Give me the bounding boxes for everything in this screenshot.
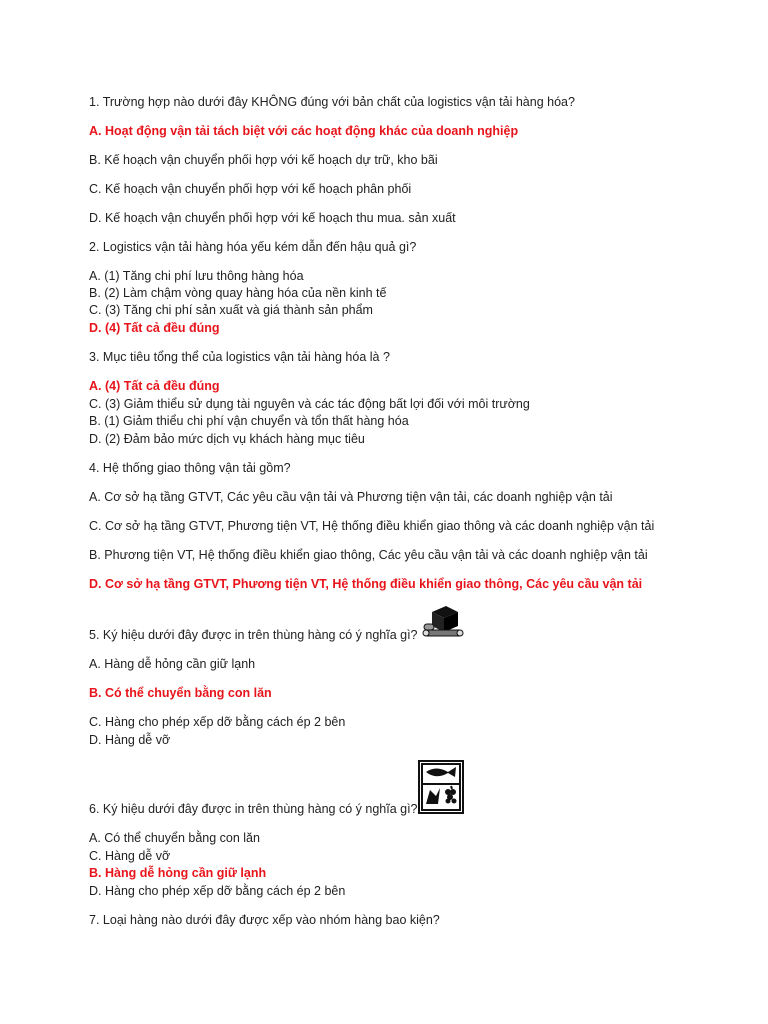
question-3 [89, 349, 390, 365]
question-text: Hệ thống giao thông vận tải gồm? [102, 461, 291, 475]
question-5 [89, 627, 418, 643]
answer-4d: D. Cơ sở hạ tầng GTVT, Phương tiện VT, Hệ thống điều khiển giao thông, Các yêu cầu vận tải [89, 577, 643, 591]
question-text: Trường hợp nào dưới đây KHÔNG đúng với bản chất của logistics vận tải hàng hóa? [102, 95, 575, 109]
question-4 [89, 460, 291, 476]
answer-3b: B. (1) Giảm thiểu chi phí vận chuyển và tổn thất hàng hóa [89, 414, 409, 428]
answer-6d: D. Hàng cho phép xếp dỡ bằng cách ép 2 bên [89, 884, 346, 898]
question-text: Logistics vận tải hàng hóa yếu kém dẫn đến hậu quả gì? [102, 240, 417, 254]
question-number: 4. [89, 461, 100, 475]
question-1 [89, 94, 575, 110]
answer-5b: B. Có thể chuyển bằng con lăn [89, 686, 272, 700]
answer-1d: D. Kế hoạch vận chuyển phối hợp với kế hoạch thu mua. sản xuất [89, 211, 456, 225]
answer-2a: A. (1) Tăng chi phí lưu thông hàng hóa [89, 269, 304, 283]
answer-2c: C. (3) Tăng chi phí sản xuất và giá thành sản phẩm [89, 303, 373, 317]
answer-4b: B. Phương tiện VT, Hệ thống điều khiển giao thông, Các yêu cầu vận tải và các doanh nghiệp vận tải [89, 548, 648, 562]
answer-4c: C. Cơ sở hạ tầng GTVT, Phương tiện VT, Hệ thống điều khiển giao thông và các doanh nghiệp vận tải [89, 519, 655, 533]
answer-6a: A. Có thể chuyển bằng con lăn [89, 831, 260, 845]
answer-4a: A. Cơ sở hạ tầng GTVT, Các yêu cầu vận tải và Phương tiện vận tải, các doanh nghiệp vận tải [89, 490, 613, 504]
answer-2b: B. (2) Làm chậm vòng quay hàng hóa của nền kinh tế [89, 286, 387, 300]
question-number: 7. [89, 913, 100, 927]
answer-5c: C. Hàng cho phép xếp dỡ bằng cách ép 2 bên [89, 715, 346, 729]
question-text: Ký hiệu dưới đây được in trên thùng hàng có ý nghĩa gì? [102, 802, 418, 816]
answer-3c: C. (3) Giảm thiểu sử dụng tài nguyên và các tác động bất lợi đối với môi trường [89, 397, 530, 411]
answer-2d: D. (4) Tất cả đều đúng [89, 321, 220, 335]
answer-1b: B. Kế hoạch vận chuyển phối hợp với kế hoạch dự trữ, kho bãi [89, 153, 438, 167]
perishable-icon [418, 760, 464, 814]
question-7 [89, 912, 440, 928]
answer-5a: A. Hàng dễ hỏng cần giữ lạnh [89, 657, 256, 671]
answer-1c: C. Kế hoạch vận chuyển phối hợp với kế hoạch phân phối [89, 182, 412, 196]
question-number: 6. [89, 802, 100, 816]
answer-5d: D. Hàng dễ vỡ [89, 733, 171, 747]
question-number: 5. [89, 628, 100, 642]
question-text: Mục tiêu tổng thể của logistics vận tải hàng hóa là ? [102, 350, 390, 364]
answer-1a: A. Hoạt động vận tải tách biệt với các hoạt động khác của doanh nghiệp [89, 124, 519, 138]
answer-6b: B. Hàng dễ hỏng cần giữ lạnh [89, 866, 267, 880]
question-text: Ký hiệu dưới đây được in trên thùng hàng có ý nghĩa gì? [102, 628, 418, 642]
question-6 [89, 801, 418, 817]
answer-3a: A. (4) Tất cả đều đúng [89, 379, 220, 393]
question-number: 1. [89, 95, 100, 109]
answer-6c: C. Hàng dễ vỡ [89, 849, 171, 863]
question-number: 2. [89, 240, 100, 254]
question-text: Loại hàng nào dưới đây được xếp vào nhóm hàng bao kiện? [102, 913, 440, 927]
question-number: 3. [89, 350, 100, 364]
rollers-icon [418, 602, 466, 642]
answer-3d: D. (2) Đảm bảo mức dịch vụ khách hàng mục tiêu [89, 432, 365, 446]
question-2 [89, 239, 416, 255]
